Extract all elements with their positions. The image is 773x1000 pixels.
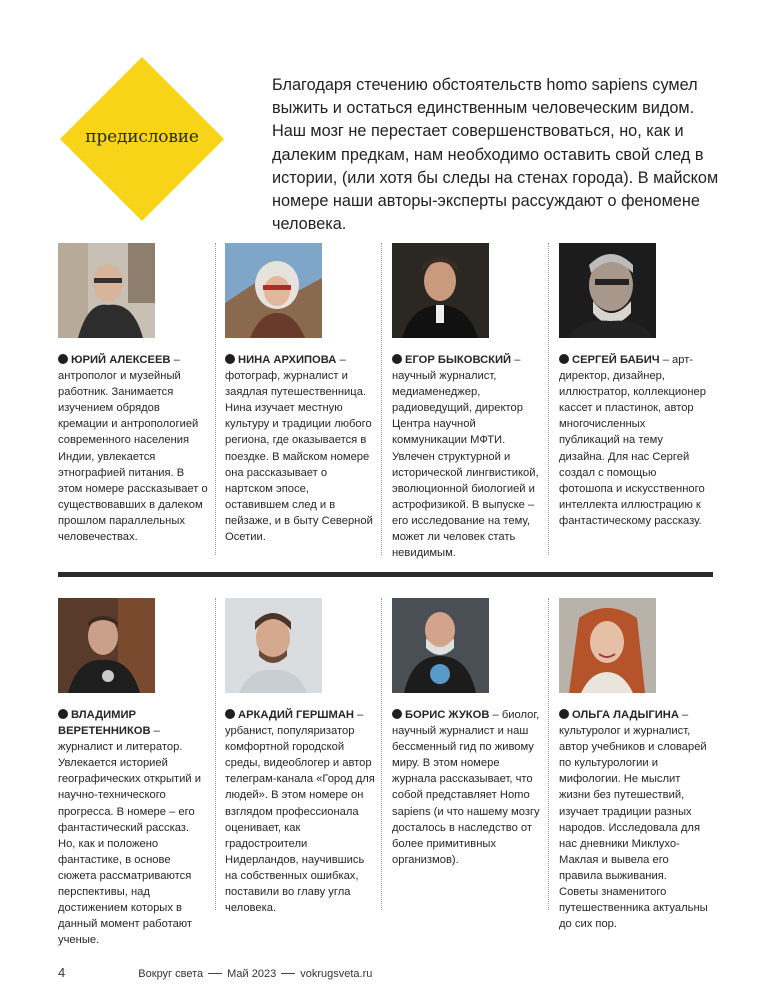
- author-description: – журналист и литератор. Увлекается историей географических открытий и научно-технического прогресса. В номере – его фантастический рассказ. Но, как и положено фантастике, в основе сюжета рассматриваются перспективы, над достижением которых в данный момент работают ученые.: [58, 725, 201, 947]
- author-description: – культуролог и журналист, автор учебников и словарей по культурологии и мифологии. Не мыслит жизни без путешествий, изучает традиции разных народов. Исследовала для нас дневники Миклухо-Маклая и вывела его правила выживания. Советы знаменитого путешественника актуальны до сих пор.: [559, 709, 708, 931]
- author-card: [225, 598, 375, 916]
- author-description: – антрополог и музейный работник. Занимается изучением обрядов кремации и антропологией современного населения Индии, увлекается этнографией питания. В этом номере рассказывает о существовавших в далеком прошлом параллельных человечествах.: [58, 354, 208, 544]
- bullet-dot-icon: [392, 354, 402, 364]
- author-name: ОЛЬГА ЛАДЫГИНА: [572, 709, 679, 721]
- author-bio: [559, 352, 709, 529]
- column-divider: [548, 243, 549, 555]
- author-photo: [559, 243, 656, 338]
- column-divider: [381, 243, 382, 555]
- author-photo: [225, 598, 322, 693]
- author-bio: [225, 352, 375, 545]
- website-link[interactable]: vokrugsveta.ru: [300, 968, 373, 980]
- column-divider: [215, 598, 216, 910]
- footer-dash: [281, 973, 295, 974]
- page-footer: [58, 965, 372, 980]
- author-name: ЮРИЙ АЛЕКСЕЕВ: [71, 354, 171, 366]
- author-description: – арт-директор, дизайнер, иллюстратор, коллекционер кассет и пластинок, автор многочисленных публикаций на тему дизайна. Для нас Сергей создал с помощью фотошопа и искусственного интеллекта иллюстрацию к фантастическому рассказу.: [559, 354, 706, 527]
- author-name: НИНА АРХИПОВА: [238, 354, 337, 366]
- section-badge: [60, 57, 224, 221]
- bullet-dot-icon: [58, 354, 68, 364]
- author-card: [58, 598, 208, 948]
- author-description: – фотограф, журналист и заядлая путешественница. Нина изучает местную культуру и традиции любого региона, где оказывается в поездке. В майском номере она рассказывает о нартском эпосе, оставившем след и в пейзаже, и в быту Северной Осетии.: [225, 354, 373, 544]
- author-bio: [58, 352, 208, 545]
- author-name: ЕГОР БЫКОВСКИЙ: [405, 354, 512, 366]
- column-divider: [381, 598, 382, 910]
- author-bio: [225, 707, 375, 916]
- bullet-dot-icon: [225, 709, 235, 719]
- author-card: [559, 243, 709, 529]
- bullet-dot-icon: [58, 709, 68, 719]
- author-card: [392, 243, 542, 561]
- magazine-name: Вокруг света: [138, 968, 204, 980]
- bullet-dot-icon: [559, 354, 569, 364]
- author-bio: [559, 707, 709, 932]
- author-name: ВЛАДИМИР ВЕРЕТЕННИКОВ: [58, 709, 151, 738]
- author-card: [58, 243, 208, 545]
- author-name: СЕРГЕЙ БАБИЧ: [572, 354, 660, 366]
- author-photo: [392, 243, 489, 338]
- author-photo: [58, 243, 155, 338]
- author-card: [225, 243, 375, 545]
- author-photo: [392, 598, 489, 693]
- author-bio: [58, 707, 208, 948]
- author-description: – биолог, научный журналист и наш бессменный гид по живому миру. В этом номере журнала рассказывает, что собой представляет Homo sapiens (и что нашему мозгу досталось в наследство от более примитивных организмов).: [392, 709, 540, 866]
- author-card: [392, 598, 542, 868]
- author-bio: [392, 352, 542, 561]
- author-card: [559, 598, 709, 932]
- author-name: БОРИС ЖУКОВ: [405, 709, 490, 721]
- section-divider: [58, 572, 713, 577]
- footer-dash: [208, 973, 222, 974]
- page-number: 4: [58, 965, 66, 980]
- author-description: – научный журналист, медиаменеджер, радиоведущий, директор Центра научной коммуникации МФТИ. Увлечен структурной и исторической лингвистикой, эволюционной биологией и астрофизикой. В выпуске – его исследование на тему, может ли человек стать невидимым.: [392, 354, 539, 560]
- author-bio: [392, 707, 542, 868]
- bullet-dot-icon: [225, 354, 235, 364]
- author-photo: [225, 243, 322, 338]
- bullet-dot-icon: [392, 709, 402, 719]
- issue-date: Май 2023: [227, 968, 277, 980]
- intro-paragraph: Благодаря стечению обстоятельств homo sapiens сумел выжить и остаться единственным человеческим видом. Наш мозг не перестает совершенствоваться, но, как и далеким предкам, нам необходимо оставить свой след в истории, (или хотя бы следы на стенах города). В майском номере наши авторы-эксперты рассуждают о феномене человека.: [272, 76, 719, 234]
- column-divider: [215, 243, 216, 555]
- author-photo: [559, 598, 656, 693]
- author-description: – урбанист, популяризатор комфортной городской среды, видеоблогер и автор телеграм-канала «Город для людей». В этом номере он взглядом профессионала оценивает, как градостроители Нидерландов, научившись на собственных ошибках, поставили во главу угла человека.: [225, 709, 375, 915]
- column-divider: [548, 598, 549, 910]
- author-photo: [58, 598, 155, 693]
- author-name: АРКАДИЙ ГЕРШМАН: [238, 709, 355, 721]
- bullet-dot-icon: [559, 709, 569, 719]
- section-label: предисловие: [85, 127, 199, 147]
